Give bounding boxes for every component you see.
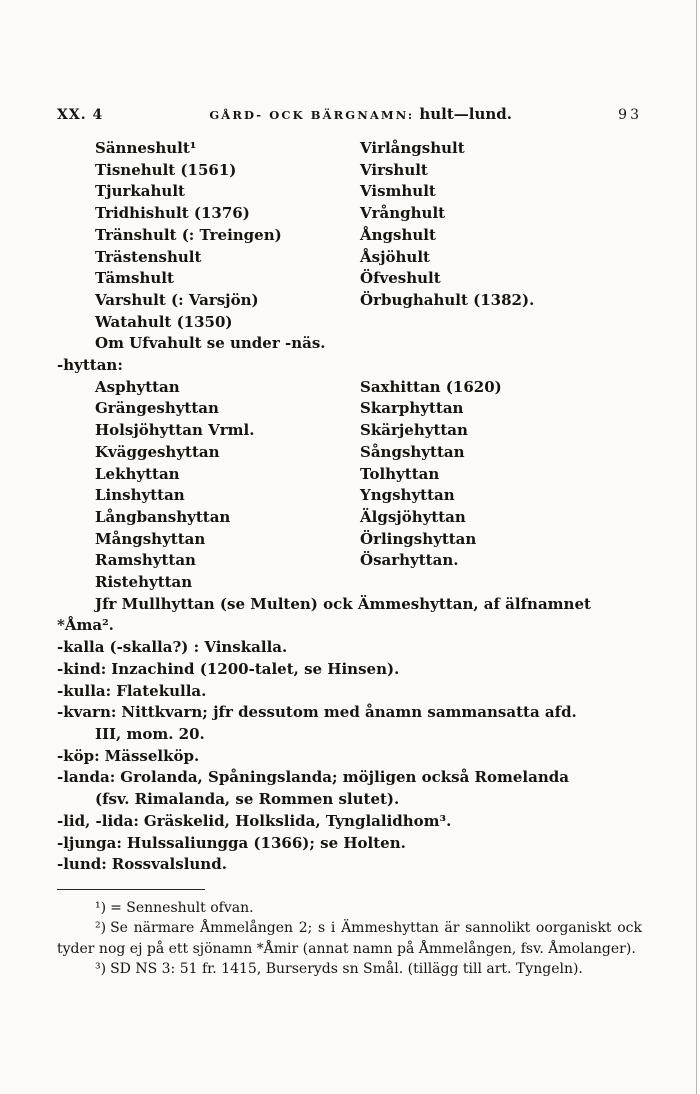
entry-body: Mässelköp. xyxy=(104,746,200,765)
suffix-entry xyxy=(57,811,642,833)
hyttan-list-left-column xyxy=(57,377,360,594)
entry-body: Grolanda, Spåningslanda; möjligen också Romelanda xyxy=(120,768,569,787)
list-item: Skarphyttan xyxy=(360,399,464,418)
entry-continuation: III, mom. 20. xyxy=(95,724,205,743)
entry-body: Gräskelid, Holkslida, Tynglalidhom³. xyxy=(143,811,452,830)
list-item: Watahult (1350) xyxy=(95,312,233,331)
footnote-marker: ³) xyxy=(95,961,107,978)
running-title-keyword: hult—lund. xyxy=(419,105,513,123)
footnote-text: = Senneshult ofvan. xyxy=(110,899,254,916)
footnote xyxy=(57,918,642,959)
entry-body: Flatekulla. xyxy=(116,681,207,700)
footnote xyxy=(57,959,642,980)
list-item: Tämshult xyxy=(95,269,174,288)
list-item: Ristehyttan xyxy=(95,573,193,592)
list-item: Öfveshult xyxy=(360,269,441,288)
list-item: Saxhittan (1620) xyxy=(360,377,502,396)
entry-body: Rossvalslund. xyxy=(111,855,227,874)
footnote-text: Se närmare Åmmelången 2; s i Ämmeshyttan är sannolikt oorganiskt ock tyder nog ej på ett sjönamn *Åmir (annat namn på Åmmelången, fsv. Åmolanger). xyxy=(57,920,642,957)
hult-list xyxy=(57,138,642,333)
entry-headword: -kind: xyxy=(57,659,107,678)
list-item: Sänneshult¹ xyxy=(95,139,197,157)
entry-headword: -kulla: xyxy=(57,681,112,700)
section-number: XX. 4 xyxy=(57,107,104,123)
list-item: Varshult (: Varsjön) xyxy=(95,290,259,309)
list-item: Tridhishult (1376) xyxy=(95,204,250,223)
entry-headword: -kalla xyxy=(57,638,105,657)
list-item: Ramshyttan xyxy=(95,551,196,570)
list-item: Sångshyttan xyxy=(360,442,465,461)
list-item: Linshyttan xyxy=(95,486,185,505)
hult-list-left-column xyxy=(57,138,360,333)
entry-headword: -kvarn: xyxy=(57,703,117,722)
list-item: Grängeshyttan xyxy=(95,399,219,418)
entry-headword: -lund: xyxy=(57,855,107,874)
hult-note: Om Ufvahult se under -näs. xyxy=(95,334,326,353)
entry-continuation: (fsv. Rimalanda, se Rommen slutet). xyxy=(95,790,400,809)
list-item: Virlångshult xyxy=(360,139,465,157)
entry-body: Nittkvarn; jfr dessutom med ånamn sammansatta afd. xyxy=(121,703,577,722)
footnote xyxy=(57,898,642,919)
hyttan-note-line2: *Åma². xyxy=(57,616,114,635)
entry-headword: -lid, -lida: xyxy=(57,811,139,830)
footnote-marker: ²) xyxy=(95,920,107,937)
suffix-entry xyxy=(57,833,642,855)
entry-body: Hulssaliungga (1366); se Holten. xyxy=(126,833,406,852)
entry-body: Inzachind (1200-talet, se Hinsen). xyxy=(111,659,400,678)
running-title-caps: GÅRD- OCK BÄRGNAMN: xyxy=(209,108,415,122)
page-number: 93 xyxy=(618,107,642,123)
suffix-entry xyxy=(57,746,642,768)
list-item: Tolhyttan xyxy=(360,464,440,483)
hyttan-list-right-column xyxy=(360,377,642,594)
list-item: Asphyttan xyxy=(95,377,180,396)
footnote-rule xyxy=(57,889,205,890)
list-item: Trästenshult xyxy=(95,247,202,266)
list-item: Ångshult xyxy=(360,225,436,244)
list-item: Lekhyttan xyxy=(95,464,180,483)
hult-list-right-column xyxy=(360,138,642,333)
list-item: Virshult xyxy=(360,160,428,179)
list-item: Åsjöhult xyxy=(360,247,430,266)
footnote-section xyxy=(57,898,642,980)
page-header xyxy=(57,104,642,123)
list-item: Yngshyttan xyxy=(360,486,455,505)
suffix-entry xyxy=(57,767,642,810)
list-item: Örlingshyttan xyxy=(360,529,477,548)
list-item: Mångshyttan xyxy=(95,529,206,548)
scan-edge-artifact xyxy=(696,0,697,1094)
list-item: Örbughahult (1382). xyxy=(360,290,535,309)
list-item: Tränshult (: Treingen) xyxy=(95,225,282,244)
suffix-entry xyxy=(57,659,642,681)
entry-headword: -köp: xyxy=(57,746,100,765)
suffix-entry xyxy=(57,637,642,659)
list-item: Långbanshyttan xyxy=(95,507,231,526)
hyttan-note xyxy=(57,594,642,637)
suffix-entry xyxy=(57,681,642,703)
list-item: Holsjöhyttan Vrml. xyxy=(95,421,255,440)
entry-body: (-skalla?) : Vinskalla. xyxy=(109,638,288,657)
page-content xyxy=(57,138,642,876)
running-title xyxy=(209,104,512,123)
hyttan-list xyxy=(57,377,642,594)
suffix-entry xyxy=(57,854,642,876)
entry-headword: -ljunga: xyxy=(57,833,122,852)
list-item: Kväggeshyttan xyxy=(95,442,220,461)
list-item: Tjurkahult xyxy=(95,182,185,201)
hyttan-heading: -hyttan: xyxy=(57,356,123,375)
entry-headword: -landa: xyxy=(57,768,116,787)
list-item: Älgsjöhyttan xyxy=(360,507,466,526)
list-item: Tisnehult (1561) xyxy=(95,160,237,179)
suffix-entry xyxy=(57,702,642,745)
list-item: Vrånghult xyxy=(360,204,446,223)
list-item: Vismhult xyxy=(360,182,436,201)
footnote-text: SD NS 3: 51 fr. 1415, Burseryds sn Smål. (tillägg till art. Tyngeln). xyxy=(110,961,583,978)
hyttan-note-line1: Jfr Mullhyttan (se Multen) ock Ämmeshyttan, af älfnamnet xyxy=(95,594,591,613)
list-item: Ösarhyttan. xyxy=(360,551,459,570)
footnote-marker: ¹) xyxy=(95,899,107,916)
list-item: Skärjehyttan xyxy=(360,421,468,440)
